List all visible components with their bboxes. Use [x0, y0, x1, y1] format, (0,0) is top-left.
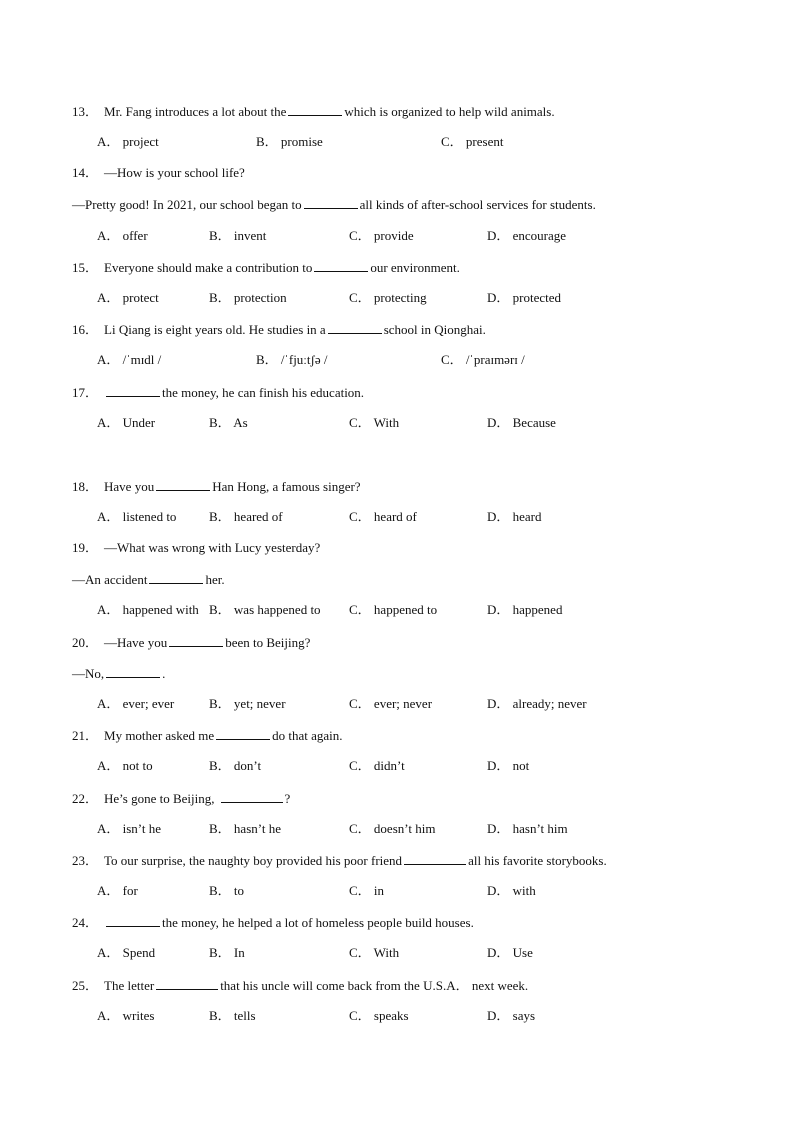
- question-text: do that again.: [272, 728, 343, 743]
- option-b[interactable]: B． promise: [256, 134, 323, 149]
- question-text: which is organized to help wild animals.: [344, 104, 555, 119]
- option-c[interactable]: C． didn’t: [349, 758, 405, 773]
- option-c[interactable]: C． /ˈpraɪmərɪ /: [441, 352, 525, 367]
- options-18: [97, 509, 757, 525]
- response-text: all kinds of after-school services for students.: [359, 197, 596, 212]
- option-b[interactable]: B． hasn’t he: [209, 821, 281, 836]
- response-14: [72, 196, 596, 213]
- answer-blank[interactable]: [106, 665, 160, 678]
- answer-blank[interactable]: [106, 914, 160, 927]
- response-text: —Pretty good! In 2021, our school began to: [72, 197, 302, 212]
- answer-blank[interactable]: [156, 478, 210, 491]
- question-text: all his favorite storybooks.: [468, 853, 607, 868]
- option-d[interactable]: D． encourage: [487, 228, 567, 243]
- question-number: 21．: [72, 728, 99, 743]
- options-19: [97, 602, 757, 618]
- option-c[interactable]: C． ever; never: [349, 696, 433, 711]
- option-b[interactable]: B． protection: [209, 290, 287, 305]
- option-d[interactable]: D． hasn’t him: [487, 821, 568, 836]
- question-17: [72, 384, 364, 401]
- option-a[interactable]: A． project: [97, 134, 159, 149]
- option-b[interactable]: B． invent: [209, 228, 267, 243]
- question-15: [72, 259, 460, 276]
- question-number: 25．: [72, 978, 99, 993]
- question-24: [72, 914, 474, 931]
- option-a[interactable]: A． isn’t he: [97, 821, 162, 836]
- option-b[interactable]: B． was happened to: [209, 602, 321, 617]
- answer-blank[interactable]: [106, 384, 160, 397]
- option-a[interactable]: A． for: [97, 883, 138, 898]
- question-text: —How is your school life?: [104, 165, 245, 180]
- answer-blank[interactable]: [304, 196, 358, 209]
- response-20: [72, 665, 165, 682]
- question-number: 23．: [72, 853, 99, 868]
- option-a[interactable]: A． happened with: [97, 602, 199, 617]
- question-text: —Have you: [104, 635, 168, 650]
- option-d[interactable]: D． heard: [487, 509, 542, 524]
- option-c[interactable]: C． With: [349, 415, 400, 430]
- answer-blank[interactable]: [288, 103, 342, 116]
- option-d[interactable]: D． Because: [487, 415, 556, 430]
- question-text: My mother asked me: [104, 728, 215, 743]
- options-25: [97, 1008, 757, 1024]
- question-19: [72, 540, 320, 556]
- options-23: [97, 883, 757, 899]
- answer-blank[interactable]: [404, 852, 466, 865]
- option-c[interactable]: C． present: [441, 134, 504, 149]
- question-text: the money, he helped a lot of homeless people build houses.: [162, 915, 474, 930]
- answer-blank[interactable]: [156, 977, 218, 990]
- option-c[interactable]: C． With: [349, 945, 400, 960]
- question-text: The letter: [104, 978, 155, 993]
- response-text: .: [162, 666, 166, 681]
- option-a[interactable]: A． ever; ever: [97, 696, 175, 711]
- option-a[interactable]: A． listened to: [97, 509, 177, 524]
- question-number: 17．: [72, 385, 99, 400]
- question-25: [72, 977, 528, 994]
- answer-blank[interactable]: [221, 790, 283, 803]
- response-19: [72, 571, 225, 588]
- option-a[interactable]: A． writes: [97, 1008, 155, 1023]
- question-number: 14．: [72, 165, 99, 180]
- question-number: 24．: [72, 915, 99, 930]
- option-c[interactable]: C． protecting: [349, 290, 427, 305]
- answer-blank[interactable]: [149, 571, 203, 584]
- options-17: [97, 415, 757, 431]
- option-a[interactable]: A． protect: [97, 290, 159, 305]
- question-text: that his uncle will come back from the U.S.A． next week.: [220, 978, 529, 993]
- options-15: [97, 290, 757, 306]
- option-a[interactable]: A． /ˈmɪdl /: [97, 352, 162, 367]
- response-text: —An accident: [72, 572, 148, 587]
- option-b[interactable]: B． As: [209, 415, 248, 430]
- option-d[interactable]: D． already; never: [487, 696, 587, 711]
- question-number: 19．: [72, 540, 99, 555]
- option-b[interactable]: B． tells: [209, 1008, 256, 1023]
- option-b[interactable]: B． don’t: [209, 758, 262, 773]
- option-c[interactable]: C． heard of: [349, 509, 417, 524]
- option-b[interactable]: B． to: [209, 883, 245, 898]
- option-d[interactable]: D． Use: [487, 945, 533, 960]
- option-c[interactable]: C． happened to: [349, 602, 438, 617]
- question-text: the money, he can finish his education.: [162, 385, 365, 400]
- answer-blank[interactable]: [216, 727, 270, 740]
- answer-blank[interactable]: [169, 634, 223, 647]
- question-text: Everyone should make a contribution to: [104, 260, 313, 275]
- question-18: [72, 478, 361, 495]
- option-c[interactable]: C． doesn’t him: [349, 821, 436, 836]
- question-number: 15．: [72, 260, 99, 275]
- response-text: —No,: [72, 666, 105, 681]
- question-21: [72, 727, 343, 744]
- option-a[interactable]: A． offer: [97, 228, 148, 243]
- question-text: Have you: [104, 479, 155, 494]
- question-23: [72, 852, 607, 869]
- question-text: Mr. Fang introduces a lot about the: [104, 104, 287, 119]
- question-13: [72, 103, 555, 120]
- question-number: 20．: [72, 635, 99, 650]
- option-a[interactable]: A． Under: [97, 415, 156, 430]
- option-d[interactable]: D． says: [487, 1008, 536, 1023]
- option-a[interactable]: A． Spend: [97, 945, 156, 960]
- answer-blank[interactable]: [328, 321, 382, 334]
- option-a[interactable]: A． not to: [97, 758, 153, 773]
- question-22: [72, 790, 290, 807]
- question-number: 16．: [72, 322, 99, 337]
- options-22: [97, 821, 757, 837]
- question-number: 22．: [72, 791, 99, 806]
- options-14: [97, 228, 757, 244]
- question-text: To our surprise, the naughty boy provided his poor friend: [104, 853, 403, 868]
- option-d[interactable]: D． protected: [487, 290, 562, 305]
- response-text: her.: [205, 572, 225, 587]
- option-b[interactable]: B． /ˈfjuːtʃə /: [256, 352, 328, 367]
- option-b[interactable]: B． In: [209, 945, 245, 960]
- answer-blank[interactable]: [314, 259, 368, 272]
- options-16: [97, 352, 757, 368]
- question-text: ?: [284, 791, 291, 806]
- question-text: —What was wrong with Lucy yesterday?: [104, 540, 321, 555]
- question-text: been to Beijing?: [225, 635, 311, 650]
- question-number: 13．: [72, 104, 99, 119]
- option-c[interactable]: C． in: [349, 883, 385, 898]
- option-d[interactable]: D． happened: [487, 602, 563, 617]
- question-text: Li Qiang is eight years old. He studies in a: [104, 322, 326, 337]
- options-21: [97, 758, 757, 774]
- question-text: He’s gone to Beijing,: [104, 791, 215, 806]
- option-d[interactable]: D． not: [487, 758, 530, 773]
- options-13: [97, 134, 757, 150]
- option-c[interactable]: C． speaks: [349, 1008, 409, 1023]
- question-14: [72, 165, 245, 181]
- option-c[interactable]: C． provide: [349, 228, 414, 243]
- option-b[interactable]: B． yet; never: [209, 696, 286, 711]
- question-text: our environment.: [370, 260, 460, 275]
- options-20: [97, 696, 757, 712]
- question-16: [72, 321, 486, 338]
- question-20: [72, 634, 310, 651]
- options-24: [97, 945, 757, 961]
- option-d[interactable]: D． with: [487, 883, 536, 898]
- option-b[interactable]: B． heared of: [209, 509, 283, 524]
- question-text: Han Hong, a famous singer?: [212, 479, 361, 494]
- question-text: school in Qionghai.: [383, 322, 486, 337]
- question-number: 18．: [72, 479, 99, 494]
